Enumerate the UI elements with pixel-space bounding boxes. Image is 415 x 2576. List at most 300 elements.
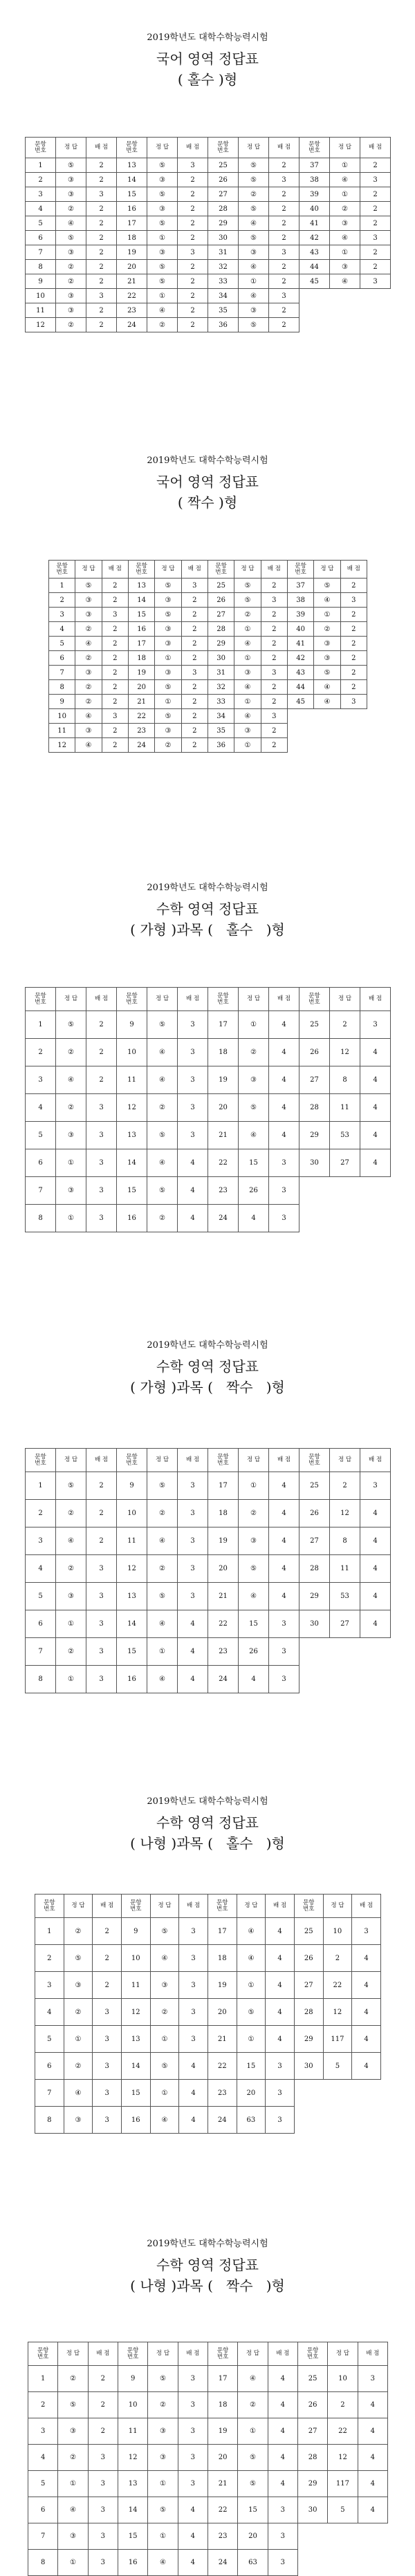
points-cell: 3	[178, 1500, 208, 1527]
points-cell: 2	[178, 231, 208, 245]
question-number-cell: 45	[287, 695, 313, 709]
answer-cell: ③	[239, 1066, 269, 1094]
question-number-cell: 10	[49, 709, 75, 724]
table-row	[26, 1122, 391, 1149]
points-cell: 3	[86, 1638, 117, 1666]
points-cell: 3	[86, 1122, 117, 1149]
question-number-cell: 6	[28, 2497, 58, 2523]
answer-cell: ①	[239, 274, 269, 289]
question-number-cell: 16	[121, 2107, 150, 2134]
empty-cell	[330, 303, 360, 318]
answer-cell: ③	[148, 2445, 178, 2471]
points-cell: 2	[178, 216, 208, 231]
points-cell: 3	[86, 1610, 117, 1638]
question-number-cell: 20	[128, 680, 154, 695]
question-number-cell: 35	[208, 303, 239, 318]
header-answer: 정 답	[147, 138, 178, 158]
answer-cell: 20	[237, 2080, 266, 2107]
points-cell: 2	[102, 579, 128, 593]
section-header	[0, 2239, 415, 2293]
question-number-cell: 35	[208, 724, 234, 738]
answer-cell: ⑤	[147, 158, 178, 173]
header-points: 배 점	[269, 988, 299, 1011]
question-number-cell: 3	[49, 608, 75, 622]
table-row	[28, 2418, 388, 2445]
points-cell: 4	[360, 1066, 391, 1094]
answer-cell: ①	[56, 1610, 86, 1638]
question-number-cell: 5	[35, 2026, 64, 2053]
points-cell: 2	[261, 738, 287, 753]
question-number-cell: 6	[26, 1610, 56, 1638]
answer-cell: ④	[75, 709, 102, 724]
table-row	[28, 2392, 388, 2418]
answer-cell: ①	[330, 187, 360, 202]
question-number-cell: 13	[117, 158, 147, 173]
points-cell: 2	[269, 158, 299, 173]
points-cell: 2	[102, 622, 128, 637]
answer-table	[28, 2342, 388, 2576]
points-cell: 4	[360, 1094, 391, 1122]
question-number-cell: 4	[49, 622, 75, 637]
answer-cell: ③	[75, 666, 102, 680]
question-number-cell: 43	[287, 666, 313, 680]
table-row	[49, 622, 367, 637]
points-cell: 3	[88, 2523, 118, 2550]
points-cell: 2	[178, 303, 208, 318]
question-number-cell: 7	[26, 245, 56, 260]
question-number-cell: 7	[26, 1177, 56, 1205]
answer-cell: ②	[147, 1555, 178, 1583]
header-question-number: 문항 번호	[208, 138, 239, 158]
answer-cell: ①	[56, 1666, 86, 1693]
question-number-cell: 20	[208, 2445, 237, 2471]
question-number-cell: 34	[208, 289, 239, 303]
points-cell: 4	[360, 1122, 391, 1149]
table-row	[26, 187, 391, 202]
header-points: 배 점	[261, 561, 287, 579]
points-cell: 3	[178, 1011, 208, 1039]
answer-cell: ⑤	[155, 608, 181, 622]
points-cell: 2	[360, 216, 391, 231]
question-number-cell: 2	[26, 1039, 56, 1066]
table-row	[49, 724, 367, 738]
question-number-cell: 23	[128, 724, 154, 738]
points-cell: 2	[178, 173, 208, 187]
points-cell: 3	[179, 1918, 208, 1945]
table-row	[26, 1149, 391, 1177]
answer-cell: ①	[148, 2523, 178, 2550]
header-points: 배 점	[86, 988, 117, 1011]
answer-cell: ④	[147, 303, 178, 318]
answer-cell: ③	[155, 593, 181, 608]
question-number-cell: 25	[208, 579, 234, 593]
header-answer: 정 답	[239, 988, 269, 1011]
points-cell: 3	[178, 1555, 208, 1583]
points-cell: 2	[86, 245, 117, 260]
header-points: 배 점	[86, 1449, 117, 1472]
points-cell: 4	[268, 2418, 297, 2445]
points-cell: 2	[340, 666, 367, 680]
answer-cell: ③	[75, 608, 102, 622]
question-number-cell: 15	[117, 1638, 147, 1666]
answer-cell: ②	[147, 1500, 178, 1527]
question-number-cell: 30	[299, 1610, 330, 1638]
answer-cell: 22	[328, 2418, 358, 2445]
answer-cell: 117	[323, 2026, 352, 2053]
answer-cell: ②	[330, 202, 360, 216]
answer-cell: ⑤	[239, 1555, 269, 1583]
points-cell: 3	[268, 2497, 297, 2523]
header-points: 배 점	[178, 988, 208, 1011]
answer-cell: ④	[330, 274, 360, 289]
question-number-cell: 15	[117, 1177, 147, 1205]
question-number-cell: 13	[117, 1583, 147, 1610]
question-number-cell: 21	[208, 2026, 237, 2053]
question-number-cell: 14	[117, 173, 147, 187]
answer-cell: ③	[330, 260, 360, 274]
points-cell: 4	[268, 2366, 297, 2392]
question-number-cell: 29	[294, 2026, 323, 2053]
points-cell: 3	[86, 1177, 117, 1205]
table-row	[26, 1177, 391, 1205]
answer-cell: 10	[328, 2366, 358, 2392]
answer-cell: ⑤	[75, 579, 102, 593]
header-answer: 정 답	[150, 1895, 179, 1918]
empty-cell	[330, 1177, 360, 1205]
answer-cell: ②	[75, 695, 102, 709]
table-row	[35, 2026, 381, 2053]
question-number-cell: 11	[117, 1527, 147, 1555]
answer-cell: ②	[75, 651, 102, 666]
empty-cell	[360, 303, 391, 318]
points-cell: 3	[178, 158, 208, 173]
question-number-cell: 3	[35, 1972, 64, 1999]
question-number-cell: 31	[208, 666, 234, 680]
question-number-cell: 27	[297, 2418, 327, 2445]
section-header	[0, 1341, 415, 1394]
answer-cell: ①	[155, 651, 181, 666]
table-row	[26, 303, 391, 318]
question-number-cell: 27	[208, 608, 234, 622]
answer-cell: ④	[314, 680, 340, 695]
header-question-number: 문항 번호	[26, 1449, 56, 1472]
answer-cell: ⑤	[148, 2366, 178, 2392]
points-cell: 3	[88, 2550, 118, 2576]
header-points: 배 점	[352, 1895, 381, 1918]
answer-cell: ①	[234, 695, 261, 709]
question-number-cell: 5	[26, 1122, 56, 1149]
question-number-cell: 6	[26, 231, 56, 245]
empty-cell	[360, 318, 391, 332]
points-cell: 3	[340, 695, 367, 709]
answer-cell: 26	[239, 1177, 269, 1205]
answer-cell: 4	[239, 1205, 269, 1232]
points-cell: 3	[178, 245, 208, 260]
empty-cell	[358, 2550, 387, 2576]
table-row	[28, 2471, 388, 2497]
empty-cell	[287, 709, 313, 724]
points-cell: 4	[268, 2392, 297, 2418]
question-number-cell: 19	[128, 666, 154, 680]
question-number-cell: 32	[208, 260, 239, 274]
question-number-cell: 17	[208, 2366, 237, 2392]
empty-cell	[360, 1666, 391, 1693]
answer-cell: ⑤	[238, 2445, 268, 2471]
points-cell: 2	[102, 637, 128, 651]
points-cell: 3	[261, 593, 287, 608]
header-points: 배 점	[266, 1895, 295, 1918]
answer-cell: ④	[147, 1066, 178, 1094]
header-points: 배 점	[86, 138, 117, 158]
header-question-number: 문항 번호	[28, 2342, 58, 2366]
question-number-cell: 8	[28, 2550, 58, 2576]
answer-cell: 4	[239, 1666, 269, 1693]
points-cell: 3	[269, 245, 299, 260]
table-row	[26, 1472, 391, 1500]
question-number-cell: 28	[299, 1094, 330, 1122]
table-row	[28, 2445, 388, 2471]
question-number-cell: 24	[208, 1205, 239, 1232]
answer-cell: ②	[56, 274, 86, 289]
question-number-cell: 17	[208, 1011, 239, 1039]
table-row	[26, 1039, 391, 1066]
points-cell: 3	[178, 1527, 208, 1555]
answer-cell: 5	[323, 2053, 352, 2080]
table-row	[26, 1011, 391, 1039]
answer-key-section	[0, 883, 415, 1232]
points-cell: 3	[266, 2107, 295, 2134]
question-number-cell: 11	[26, 303, 56, 318]
points-cell: 3	[93, 2026, 122, 2053]
table-row	[26, 1527, 391, 1555]
answer-key-subtitle: ( 나형 )과목 ( 홀수 )형	[130, 1835, 285, 1852]
question-number-cell: 13	[121, 2026, 150, 2053]
answer-cell: ①	[155, 695, 181, 709]
table-row	[49, 695, 367, 709]
table-row	[35, 1918, 381, 1945]
question-number-cell: 3	[26, 1066, 56, 1094]
answer-cell: ⑤	[239, 202, 269, 216]
points-cell: 2	[102, 666, 128, 680]
points-cell: 2	[102, 695, 128, 709]
answer-cell: ⑤	[237, 1999, 266, 2026]
empty-cell	[330, 1638, 360, 1666]
answer-key-title: 국어 영역 정답표	[156, 473, 259, 490]
question-number-cell: 4	[26, 1555, 56, 1583]
table-header-row	[49, 561, 367, 579]
table-row	[26, 1583, 391, 1610]
question-number-cell: 11	[121, 1972, 150, 1999]
question-number-cell: 24	[208, 2107, 237, 2134]
question-number-cell: 14	[118, 2497, 147, 2523]
points-cell: 2	[86, 1066, 117, 1094]
points-cell: 3	[360, 1472, 391, 1500]
answer-cell: ⑤	[56, 158, 86, 173]
table-row	[49, 666, 367, 680]
answer-key-subtitle: ( 가형 )과목 ( 짝수 )형	[130, 1379, 285, 1395]
header-question-number: 문항 번호	[299, 138, 330, 158]
points-cell: 4	[178, 1205, 208, 1232]
answer-cell: 15	[239, 1149, 269, 1177]
header-points: 배 점	[268, 2342, 297, 2366]
question-number-cell: 12	[49, 738, 75, 753]
header-question-number: 문항 번호	[121, 1895, 150, 1918]
answer-key-title: 수학 영역 정답표	[156, 901, 259, 917]
points-cell: 4	[360, 1149, 391, 1177]
points-cell: 4	[178, 2550, 208, 2576]
points-cell: 2	[102, 724, 128, 738]
answer-cell: ①	[237, 2026, 266, 2053]
points-cell: 2	[178, 289, 208, 303]
empty-cell	[352, 2080, 381, 2107]
question-number-cell: 4	[35, 1999, 64, 2026]
table-row	[26, 260, 391, 274]
answer-key-section	[0, 33, 415, 332]
question-number-cell: 1	[26, 1472, 56, 1500]
exam-year-line: 2019학년도 대학수학능력시험	[147, 32, 268, 43]
header-answer: 정 답	[56, 138, 86, 158]
question-number-cell: 1	[26, 1011, 56, 1039]
table-row	[49, 738, 367, 753]
answer-cell: ⑤	[56, 1472, 86, 1500]
points-cell: 2	[181, 593, 208, 608]
question-number-cell: 23	[208, 2080, 237, 2107]
header-question-number: 문항 번호	[287, 561, 313, 579]
question-number-cell: 9	[121, 1918, 150, 1945]
empty-cell	[299, 1638, 330, 1666]
points-cell: 4	[268, 2471, 297, 2497]
points-cell: 3	[266, 2080, 295, 2107]
header-answer: 정 답	[75, 561, 102, 579]
points-cell: 4	[269, 1472, 299, 1500]
question-number-cell: 13	[118, 2471, 147, 2497]
header-question-number: 문항 번호	[208, 1895, 237, 1918]
answer-cell: ④	[147, 1666, 178, 1693]
question-number-cell: 23	[208, 1638, 239, 1666]
empty-cell	[360, 1177, 391, 1205]
question-number-cell: 37	[287, 579, 313, 593]
answer-cell: ④	[237, 1918, 266, 1945]
question-number-cell: 16	[117, 1205, 147, 1232]
points-cell: 2	[181, 738, 208, 753]
question-number-cell: 22	[208, 2497, 237, 2523]
points-cell: 4	[179, 2053, 208, 2080]
points-cell: 3	[86, 289, 117, 303]
table-row	[28, 2497, 388, 2523]
question-number-cell: 4	[26, 202, 56, 216]
question-number-cell: 8	[26, 1205, 56, 1232]
points-cell: 3	[86, 1666, 117, 1693]
header-question-number: 문항 번호	[208, 988, 239, 1011]
question-number-cell: 45	[299, 274, 330, 289]
answer-cell: ①	[237, 1972, 266, 1999]
points-cell: 4	[269, 1555, 299, 1583]
header-answer: 정 답	[148, 2342, 178, 2366]
answer-cell: 63	[237, 2107, 266, 2134]
header-answer: 정 답	[330, 138, 360, 158]
question-number-cell: 25	[297, 2366, 327, 2392]
question-number-cell: 12	[118, 2445, 147, 2471]
empty-cell	[340, 724, 367, 738]
points-cell: 2	[360, 158, 391, 173]
points-cell: 3	[179, 1999, 208, 2026]
answer-cell: ④	[147, 1149, 178, 1177]
points-cell: 3	[268, 2523, 297, 2550]
question-number-cell: 1	[26, 158, 56, 173]
header-question-number: 문항 번호	[297, 2342, 327, 2366]
question-number-cell: 8	[49, 680, 75, 695]
answer-cell: ⑤	[147, 187, 178, 202]
question-number-cell: 9	[118, 2366, 147, 2392]
answer-key-subtitle: ( 짝수 )형	[177, 494, 238, 511]
header-question-number: 문항 번호	[117, 1449, 147, 1472]
question-number-cell: 12	[117, 1094, 147, 1122]
question-number-cell: 18	[208, 2392, 237, 2418]
answer-cell: ①	[150, 2080, 179, 2107]
points-cell: 2	[86, 158, 117, 173]
table-row	[49, 593, 367, 608]
answer-cell: ①	[234, 622, 261, 637]
header-points: 배 점	[360, 988, 391, 1011]
empty-cell	[297, 2523, 327, 2550]
answer-key-title: 국어 영역 정답표	[156, 50, 259, 67]
points-cell: 4	[178, 2523, 208, 2550]
question-number-cell: 20	[117, 260, 147, 274]
points-cell: 4	[266, 1945, 295, 1972]
points-cell: 2	[181, 651, 208, 666]
question-number-cell: 22	[117, 289, 147, 303]
question-number-cell: 3	[26, 1527, 56, 1555]
header-answer: 정 답	[239, 1449, 269, 1472]
header-answer: 정 답	[234, 561, 261, 579]
answer-cell: ④	[150, 1945, 179, 1972]
points-cell: 2	[102, 680, 128, 695]
answer-cell: ⑤	[147, 216, 178, 231]
answer-table	[25, 137, 391, 332]
points-cell: 3	[86, 1555, 117, 1583]
answer-cell: 11	[330, 1555, 360, 1583]
points-cell: 3	[88, 2497, 118, 2523]
answer-cell: ③	[234, 724, 261, 738]
question-number-cell: 15	[118, 2523, 147, 2550]
question-number-cell: 29	[299, 1122, 330, 1149]
points-cell: 2	[261, 608, 287, 622]
question-number-cell: 40	[287, 622, 313, 637]
points-cell: 2	[86, 216, 117, 231]
answer-cell: 8	[330, 1527, 360, 1555]
answer-cell: ④	[314, 593, 340, 608]
question-number-cell: 7	[28, 2523, 58, 2550]
answer-cell: ⑤	[147, 260, 178, 274]
header-question-number: 문항 번호	[208, 561, 234, 579]
question-number-cell: 1	[28, 2366, 58, 2392]
points-cell: 2	[178, 318, 208, 332]
answer-cell: ⑤	[239, 231, 269, 245]
question-number-cell: 17	[117, 216, 147, 231]
points-cell: 4	[352, 2026, 381, 2053]
table-header-row	[28, 2342, 388, 2366]
answer-cell: ③	[239, 1527, 269, 1555]
question-number-cell: 2	[49, 593, 75, 608]
question-number-cell: 26	[294, 1945, 323, 1972]
answer-cell: ④	[150, 2107, 179, 2134]
points-cell: 3	[102, 709, 128, 724]
question-number-cell: 16	[118, 2550, 147, 2576]
answer-cell: 2	[323, 1945, 352, 1972]
question-number-cell: 27	[208, 187, 239, 202]
question-number-cell: 5	[26, 1583, 56, 1610]
points-cell: 2	[269, 187, 299, 202]
